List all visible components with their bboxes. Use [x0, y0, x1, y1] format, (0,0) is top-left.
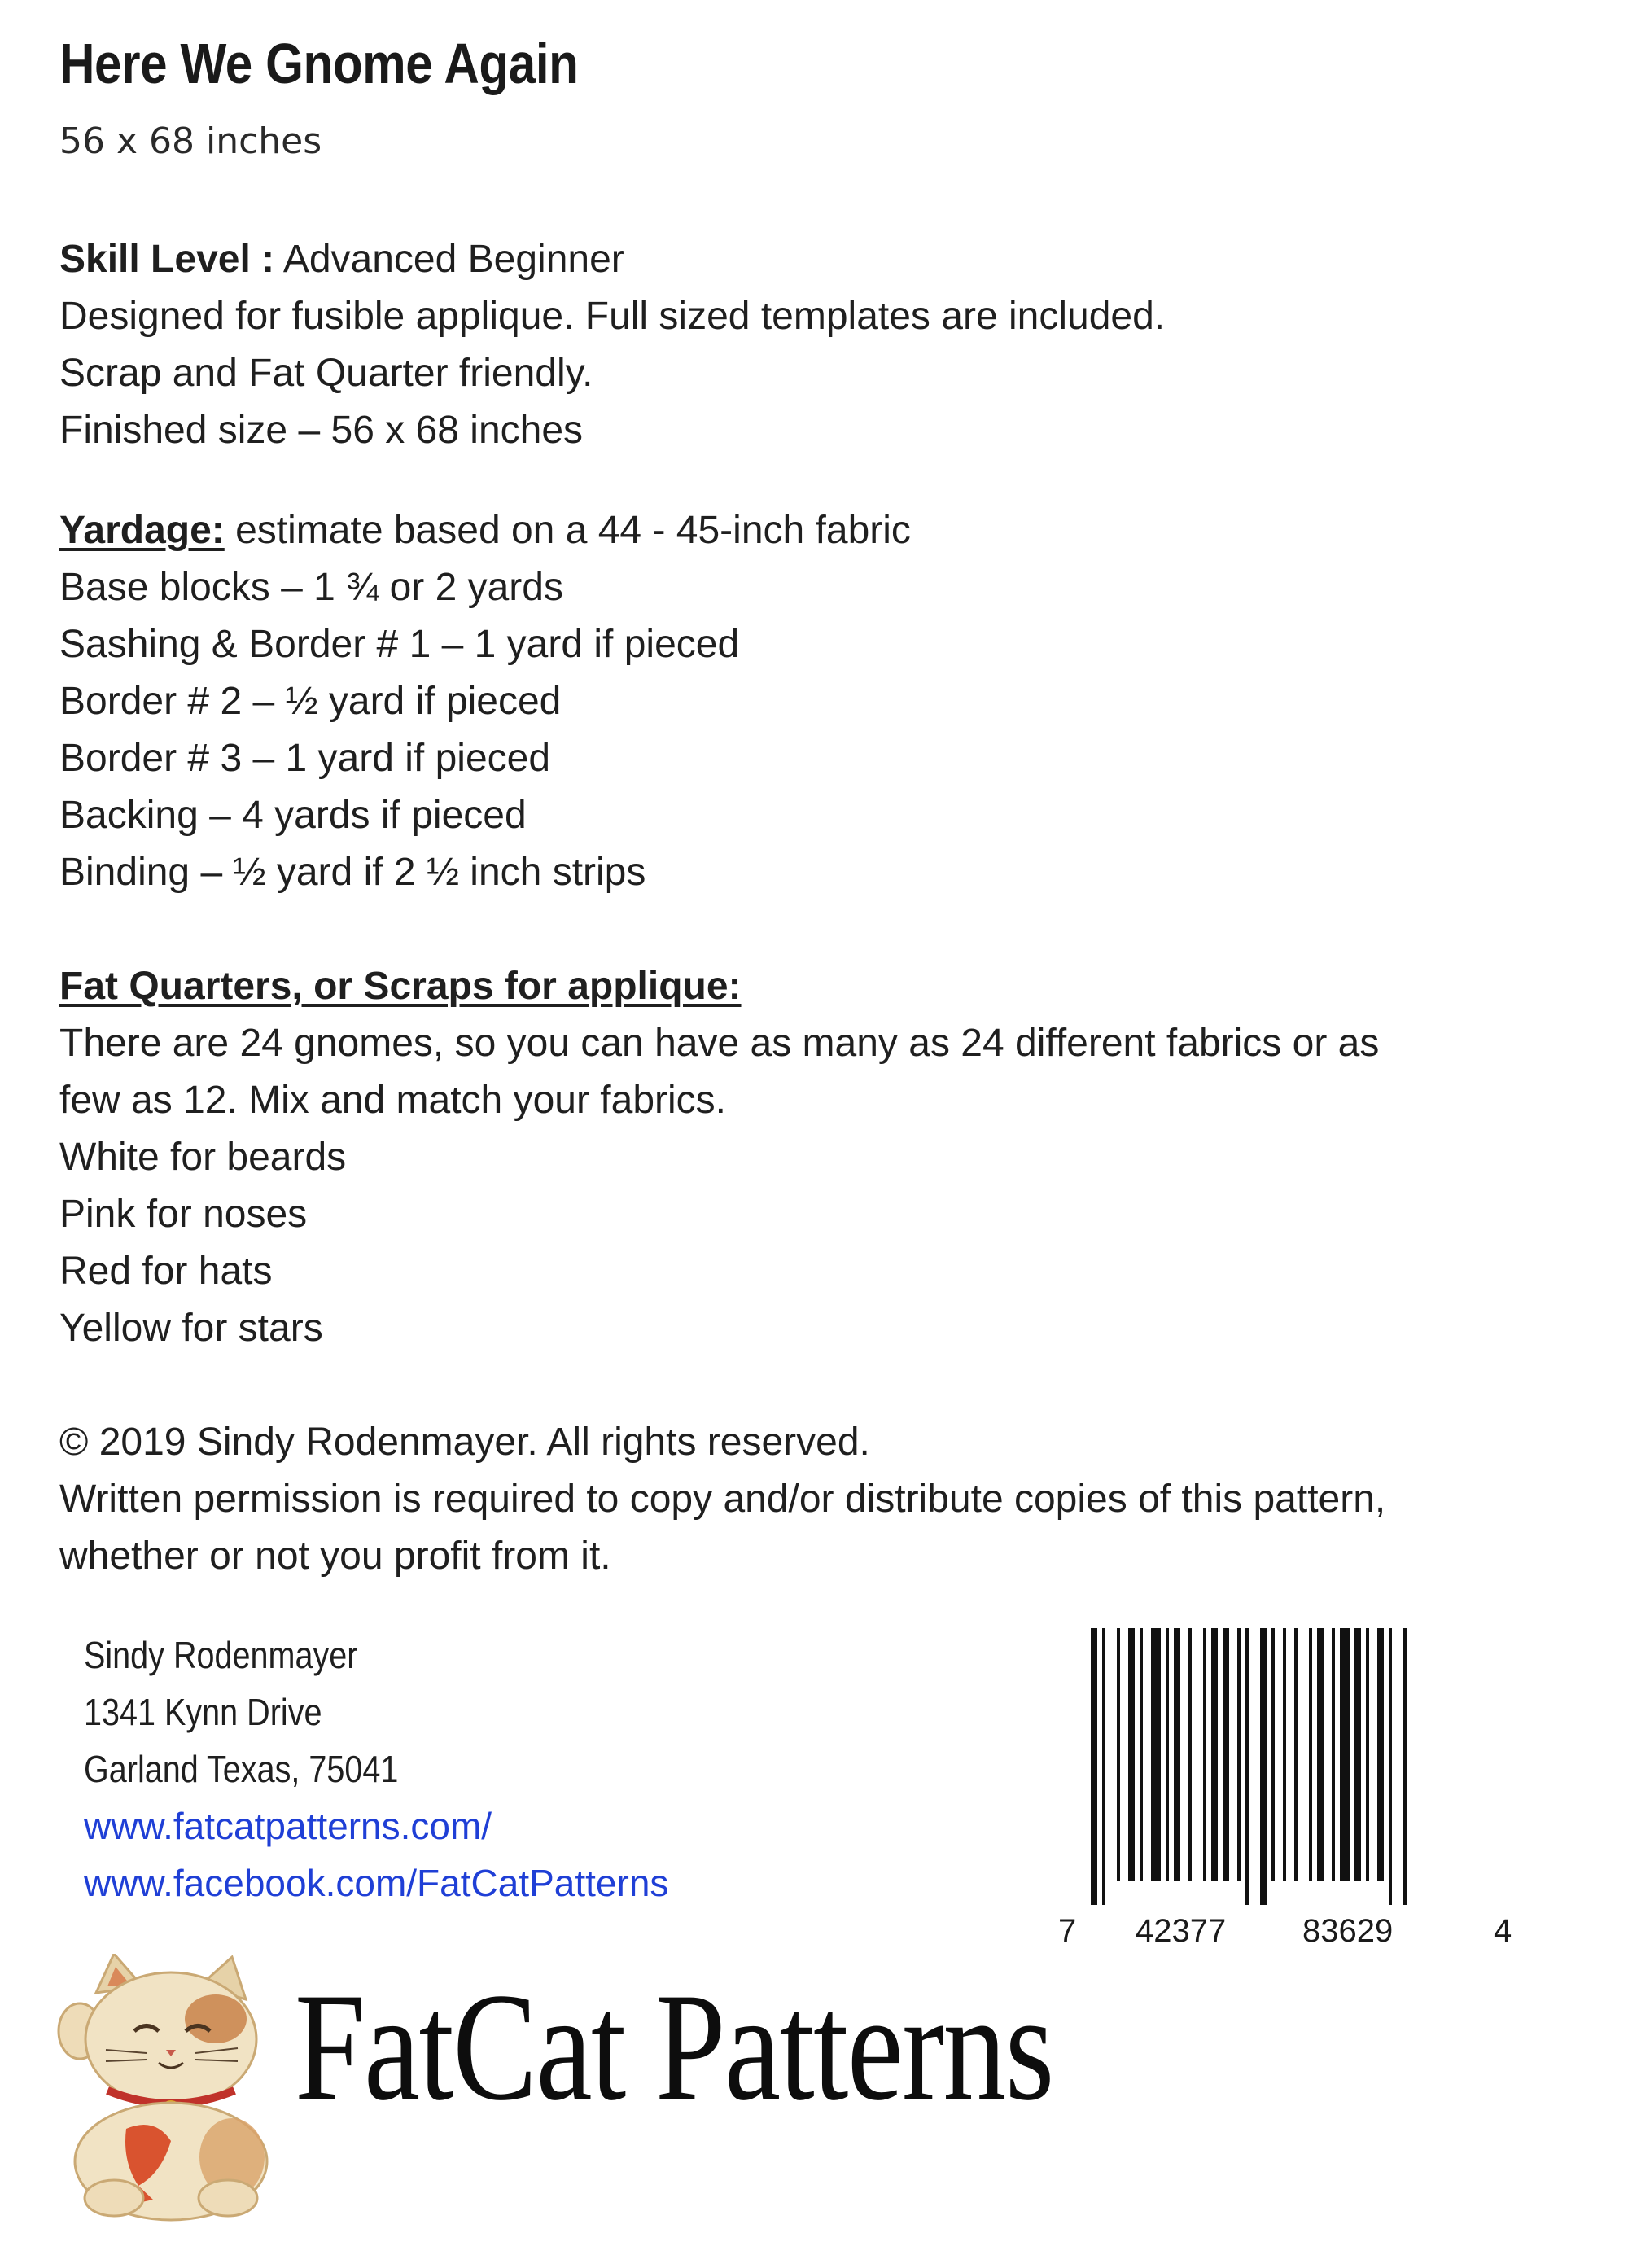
page-subtitle: 56 x 68 inches — [59, 120, 322, 162]
skill-line: Designed for fusible applique. Full sized templates are included. — [59, 295, 1166, 338]
barcode-digit-last: 4 — [1494, 1913, 1512, 1949]
yardage-heading: Yardage: — [59, 509, 225, 552]
fat-quarters-line: White for beards — [59, 1136, 347, 1179]
barcode-bar — [1366, 1628, 1369, 1881]
barcode-bar — [1340, 1628, 1350, 1881]
fat-quarters-line: few as 12. Mix and match your fabrics. — [59, 1079, 726, 1122]
fat-quarters-heading: Fat Quarters, or Scraps for applique: — [59, 965, 742, 1008]
barcode-bar — [1309, 1628, 1312, 1881]
barcode-bar — [1128, 1628, 1135, 1881]
skill-line: Finished size – 56 x 68 inches — [59, 409, 584, 452]
barcode-bar — [1317, 1628, 1324, 1881]
barcode-bar — [1174, 1628, 1180, 1881]
barcode-bar — [1166, 1628, 1169, 1881]
contact-street: 1341 Kynn Drive — [84, 1691, 322, 1733]
skill-level-label: Skill Level : — [59, 238, 275, 281]
barcode-bar — [1332, 1628, 1335, 1881]
barcode-bar — [1260, 1628, 1267, 1905]
barcode-bar — [1223, 1628, 1229, 1881]
copyright-line: whether or not you profit from it. — [59, 1535, 611, 1578]
barcode-bar — [1140, 1628, 1143, 1881]
contact-name: Sindy Rodenmayer — [84, 1634, 358, 1676]
barcode-bar — [1245, 1628, 1249, 1905]
barcode-digits-left: 42377 — [1136, 1913, 1227, 1949]
fat-quarters-line: Yellow for stars — [59, 1307, 323, 1350]
barcode-bar — [1237, 1628, 1241, 1881]
barcode-bar — [1354, 1628, 1361, 1881]
yardage-item: Border # 3 – 1 yard if pieced — [59, 737, 551, 780]
yardage-item: Backing – 4 yards if pieced — [59, 794, 527, 837]
barcode-bar — [1117, 1628, 1120, 1881]
barcode-bar — [1091, 1628, 1097, 1905]
fat-quarters-line: Red for hats — [59, 1250, 273, 1293]
brand-name: FatCat Patterns — [295, 1962, 1053, 2133]
barcode-bar — [1188, 1628, 1192, 1881]
barcode-bar — [1211, 1628, 1218, 1881]
copyright-line: © 2019 Sindy Rodenmayer. All rights reserved. — [59, 1421, 870, 1464]
skill-line: Scrap and Fat Quarter friendly. — [59, 352, 593, 395]
barcode-bar — [1389, 1628, 1392, 1905]
copyright-line: Written permission is required to copy and/or distribute copies of this pattern, — [59, 1478, 1386, 1521]
fat-quarters-line: There are 24 gnomes, so you can have as many as 24 different fabrics or as — [59, 1022, 1380, 1065]
barcode-bar — [1102, 1628, 1105, 1905]
barcode — [1058, 1628, 1514, 1954]
skill-level-value: Advanced Beginner — [282, 238, 624, 281]
barcode-bar — [1271, 1628, 1275, 1881]
page-title: Here We Gnome Again — [59, 32, 579, 95]
yardage-intro: estimate based on a 44 - 45-inch fabric — [235, 509, 911, 552]
yardage-item: Border # 2 – ½ yard if pieced — [59, 680, 562, 723]
facebook-link[interactable]: www.facebook.com/FatCatPatterns — [84, 1862, 669, 1904]
barcode-bar — [1283, 1628, 1286, 1881]
lucky-cat-icon — [57, 1954, 285, 2222]
yardage-item: Sashing & Border # 1 – 1 yard if pieced — [59, 623, 740, 666]
barcode-bar — [1151, 1628, 1161, 1881]
barcode-bar — [1294, 1628, 1298, 1881]
yardage-item: Binding – ½ yard if 2 ½ inch strips — [59, 851, 646, 894]
yardage-line — [59, 511, 911, 550]
website-link[interactable]: www.fatcatpatterns.com/ — [84, 1805, 492, 1847]
barcode-digits-right: 83629 — [1302, 1913, 1394, 1949]
contact-city: Garland Texas, 75041 — [84, 1748, 399, 1790]
barcode-bar — [1377, 1628, 1384, 1881]
fat-quarters-line: Pink for noses — [59, 1193, 308, 1236]
yardage-item: Base blocks – 1 ¾ or 2 yards — [59, 566, 563, 609]
barcode-digit-first: 7 — [1058, 1913, 1077, 1949]
skill-level-line — [59, 240, 624, 279]
barcode-bar — [1203, 1628, 1206, 1881]
barcode-bar — [1403, 1628, 1407, 1905]
barcode-bars — [1058, 1628, 1514, 1905]
